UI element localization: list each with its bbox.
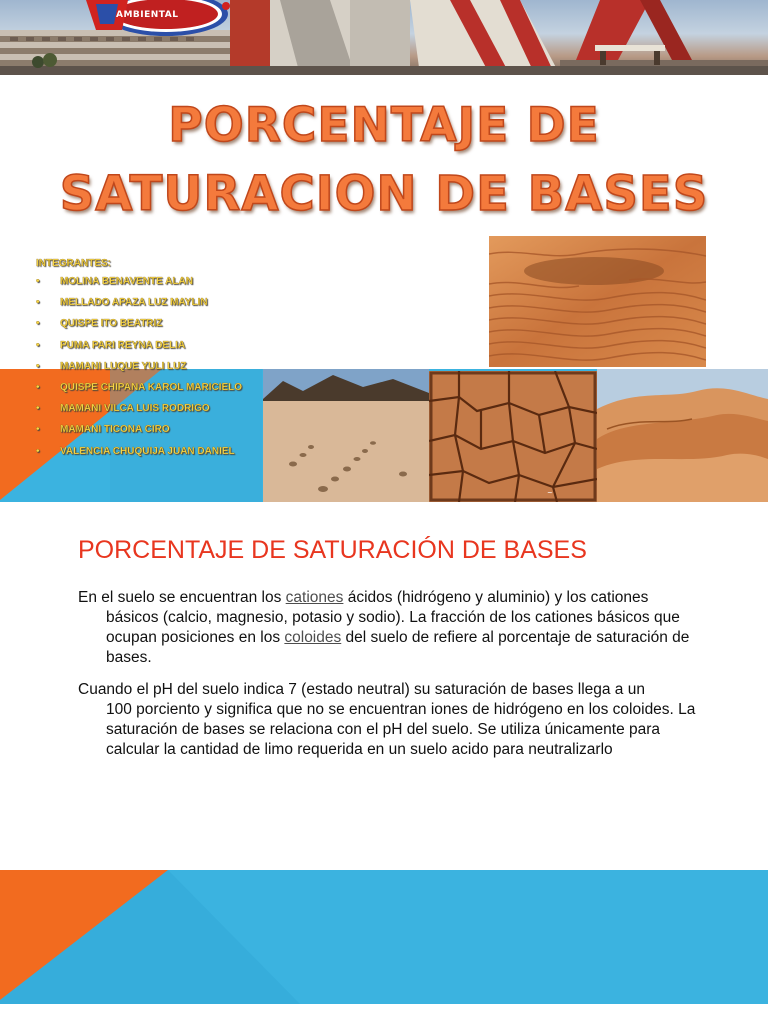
slide-title-line-2: SATURACION DE BASES bbox=[59, 166, 709, 222]
decorative-geometric-band bbox=[0, 870, 768, 1024]
logo-text: AMBIENTAL bbox=[116, 10, 179, 20]
paragraph-2: Cuando el pH del suelo indica 7 (estado neutral) su saturación de bases llega a un 100 porciento y significa que no se encuentran iones de hidrógeno en los coloides. La saturación de bases se relaciona con el pH del suelo. Se utiliza únicamente para calcular la cantidad de limo requerida en un suelo acido para neutralizarlo bbox=[78, 681, 696, 758]
list-item: • MELLADO APAZA LUZ MAYLIN bbox=[36, 297, 208, 309]
dry-lakebed-footprints-photo bbox=[263, 369, 429, 502]
cracked-soil-photo bbox=[429, 371, 597, 502]
list-item: • PUMA PARI REYNA DELIA bbox=[36, 339, 186, 351]
list-item: • MAMANI LUQUE YULI LUZ bbox=[36, 360, 187, 372]
list-item: • QUISPE ITO BEATRIZ bbox=[36, 318, 163, 330]
list-item: • MAMANI VILCA LUIS RODRIGO bbox=[36, 403, 210, 415]
slide-1 bbox=[0, 0, 768, 502]
members-list bbox=[36, 276, 242, 467]
slide-title: PORCENTAJE DE SATURACIÓN DE BASES bbox=[78, 536, 587, 564]
list-item: • MOLINA BENAVENTE ALAN bbox=[36, 276, 193, 287]
list-item: • VALENCIA CHUQUIJA JUAN DANIEL bbox=[36, 445, 235, 457]
sand-dunes-sky-photo bbox=[597, 369, 768, 502]
list-item: • MAMANI TICONA CIRO bbox=[36, 424, 170, 436]
paragraph-1: En el suelo se encuentran los cationes ácidos (hidrógeno y aluminio) y los cationes básicos (calcio, magnesio, potasio y sodio). La fracción de los cationes básicos que ocupan posiciones en los coloides del suelo de refiere al porcentaje de saturación de bases. bbox=[78, 589, 690, 666]
list-item: • QUISPE CHIPANA KAROL MARICIELO bbox=[36, 381, 243, 393]
desert-dunes-photo bbox=[489, 236, 706, 367]
svg-text:~: ~ bbox=[547, 489, 553, 497]
slide-2 bbox=[0, 502, 768, 1024]
coloides-link[interactable]: coloides bbox=[284, 629, 342, 646]
members-heading: INTEGRANTES: bbox=[36, 258, 111, 269]
slide-title-line-1: PORCENTAJE DE bbox=[168, 98, 600, 153]
cationes-link[interactable]: cationes bbox=[285, 589, 344, 606]
